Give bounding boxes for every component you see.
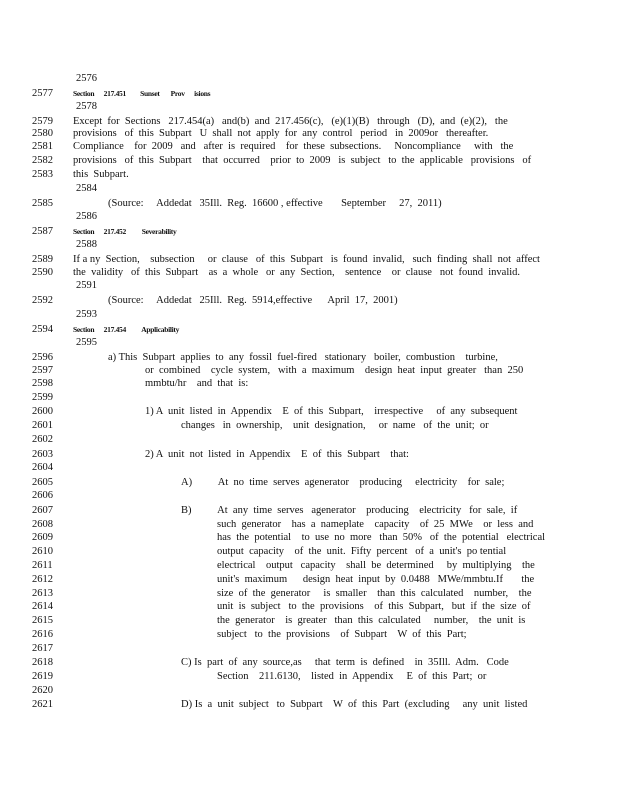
line-text: 2588 xyxy=(76,239,97,250)
line-number: 2616 xyxy=(32,629,53,640)
line-text: 2595 xyxy=(76,337,97,348)
line-number: 2582 xyxy=(32,155,53,166)
document-line xyxy=(0,392,618,404)
line-text: C) Is part of any source,as that term is defined in 35Ill. Adm. Code xyxy=(181,657,509,668)
document-line xyxy=(0,601,618,613)
document-line xyxy=(0,657,618,669)
line-number: 2611 xyxy=(32,560,53,571)
document-line xyxy=(0,101,618,113)
section-heading: Section 217.451 Sunset Prov isions xyxy=(73,89,211,98)
document-line xyxy=(0,629,618,641)
line-text: or combined cycle system, with a maximum design heat input greater than 250 xyxy=(145,365,524,376)
line-number: 2603 xyxy=(32,449,53,460)
line-text: Section 211.6130, listed in Appendix E of this Part; or xyxy=(217,671,487,682)
line-text: the generator is greater than this calculated number, the unit is xyxy=(217,615,526,626)
document-line xyxy=(0,490,618,502)
line-text: If a ny Section, subsection or clause of this Subpart is found invalid, such finding shall not affect xyxy=(73,254,540,265)
line-number: 2620 xyxy=(32,685,53,696)
document-line xyxy=(0,615,618,627)
line-number: 2609 xyxy=(32,532,53,543)
document-line xyxy=(0,365,618,377)
line-text: the validity of this Subpart as a whole or any Section, sentence or clause not found invalid. xyxy=(73,267,521,278)
line-number: 2612 xyxy=(32,574,53,585)
line-number: 2598 xyxy=(32,378,53,389)
line-text: Compliance for 2009 and after is required for these subsections. Noncompliance with the xyxy=(73,141,514,152)
line-number: 2579 xyxy=(32,116,53,127)
line-text: has the potential to use no more than 50% of the potential electrical xyxy=(217,532,546,543)
document-line xyxy=(0,169,618,181)
document-line xyxy=(0,699,618,711)
line-text: provisions of this Subpart U shall not apply for any control period in 2009or thereafter. xyxy=(73,128,489,139)
line-number: 2604 xyxy=(32,462,53,473)
line-number: 2597 xyxy=(32,365,53,376)
line-number: 2614 xyxy=(32,601,53,612)
section-heading: Section 217.452 Severability xyxy=(73,227,177,236)
document-line xyxy=(0,211,618,223)
line-number: 2583 xyxy=(32,169,53,180)
line-text: changes in ownership, unit designation, or name of the unit; or xyxy=(181,420,489,431)
line-text: B) At any time serves agenerator producing electricity for sale, if xyxy=(181,505,518,516)
document-line xyxy=(0,267,618,279)
line-number: 2602 xyxy=(32,434,53,445)
line-number: 2587 xyxy=(32,226,53,237)
line-text: this Subpart. xyxy=(73,169,129,180)
line-number: 2613 xyxy=(32,588,53,599)
line-number: 2619 xyxy=(32,671,53,682)
line-text: D) Is a unit subject to Subpart W of this Part (excluding any unit listed xyxy=(181,699,528,710)
document-line xyxy=(0,337,618,349)
line-number: 2608 xyxy=(32,519,53,530)
document-line xyxy=(0,324,618,336)
document-line xyxy=(0,560,618,572)
document-line xyxy=(0,574,618,586)
line-number: 2585 xyxy=(32,198,53,209)
line-number: 2580 xyxy=(32,128,53,139)
document-line xyxy=(0,73,618,85)
document-line xyxy=(0,532,618,544)
document-line xyxy=(0,88,618,100)
line-text: A) At no time serves agenerator producing electricity for sale; xyxy=(181,477,505,488)
document-line xyxy=(0,198,618,210)
document-line xyxy=(0,519,618,531)
document-line xyxy=(0,128,618,140)
line-text: provisions of this Subpart that occurred prior to 2009 is subject to the applicable provisions of xyxy=(73,155,532,166)
line-text: electrical output capacity shall be determined by multiplying the xyxy=(217,560,535,571)
line-text: Except for Sections 217.454(a) and(b) and 217.456(c), (e)(1)(B) through (D), and (e)(2), the xyxy=(73,116,508,127)
line-number: 2610 xyxy=(32,546,53,557)
line-text: size of the generator is smaller than this calculated number, the xyxy=(217,588,532,599)
document-line xyxy=(0,183,618,195)
line-text: 2584 xyxy=(76,183,97,194)
line-number: 2618 xyxy=(32,657,53,668)
document-line xyxy=(0,141,618,153)
section-heading: Section 217.454 Applicability xyxy=(73,325,180,334)
line-text: unit's maximum design heat input by 0.0488 MWe/mmbtu.If the xyxy=(217,574,535,585)
document-line xyxy=(0,434,618,446)
document-line xyxy=(0,449,618,461)
document-line xyxy=(0,588,618,600)
document-line xyxy=(0,406,618,418)
line-text: unit is subject to the provisions of this Subpart, but if the size of xyxy=(217,601,531,612)
line-number: 2601 xyxy=(32,420,53,431)
line-text: 2578 xyxy=(76,101,97,112)
document-line xyxy=(0,420,618,432)
line-text: (Source: Addedat 25Ill. Reg. 5914,effective April 17, 2001) xyxy=(108,295,398,306)
line-number: 2590 xyxy=(32,267,53,278)
document-line xyxy=(0,546,618,558)
line-number: 2592 xyxy=(32,295,53,306)
line-number: 2615 xyxy=(32,615,53,626)
line-text: output capacity of the unit. Fifty percent of a unit's po tential xyxy=(217,546,507,557)
document-line xyxy=(0,643,618,655)
line-number: 2596 xyxy=(32,352,53,363)
document-line xyxy=(0,226,618,238)
line-number: 2594 xyxy=(32,324,53,335)
document-line xyxy=(0,462,618,474)
line-number: 2617 xyxy=(32,643,53,654)
line-number: 2607 xyxy=(32,505,53,516)
line-text: 2) A unit not listed in Appendix E of this Subpart that: xyxy=(145,449,409,460)
line-text: 2591 xyxy=(76,280,97,291)
document-line xyxy=(0,155,618,167)
document-line xyxy=(0,671,618,683)
document-line xyxy=(0,239,618,251)
line-number: 2605 xyxy=(32,477,53,488)
line-number: 2621 xyxy=(32,699,53,710)
line-text: a) This Subpart applies to any fossil fuel-fired stationary boiler, combustion turbine, xyxy=(108,352,498,363)
line-text: 2586 xyxy=(76,211,97,222)
line-number: 2581 xyxy=(32,141,53,152)
document-line xyxy=(0,116,618,128)
line-text: such generator has a nameplate capacity of 25 MWe or less and xyxy=(217,519,534,530)
line-number: 2599 xyxy=(32,392,53,403)
line-text: subject to the provisions of Subpart W of this Part; xyxy=(217,629,467,640)
line-text: mmbtu/hr and that is: xyxy=(145,378,249,389)
line-text: 2593 xyxy=(76,309,97,320)
document-line xyxy=(0,378,618,390)
line-text: 2576 xyxy=(76,73,97,84)
document-line xyxy=(0,280,618,292)
line-number: 2589 xyxy=(32,254,53,265)
line-number: 2600 xyxy=(32,406,53,417)
document-line xyxy=(0,254,618,266)
document-line xyxy=(0,505,618,517)
document-line xyxy=(0,309,618,321)
document-line xyxy=(0,295,618,307)
line-text: (Source: Addedat 35Ill. Reg. 16600 , effective September 27, 2011) xyxy=(108,198,442,209)
line-text: 1) A unit listed in Appendix E of this Subpart, irrespective of any subsequent xyxy=(145,406,518,417)
line-number: 2577 xyxy=(32,88,53,99)
document-line xyxy=(0,477,618,489)
document-line xyxy=(0,352,618,364)
document-line xyxy=(0,685,618,697)
line-number: 2606 xyxy=(32,490,53,501)
